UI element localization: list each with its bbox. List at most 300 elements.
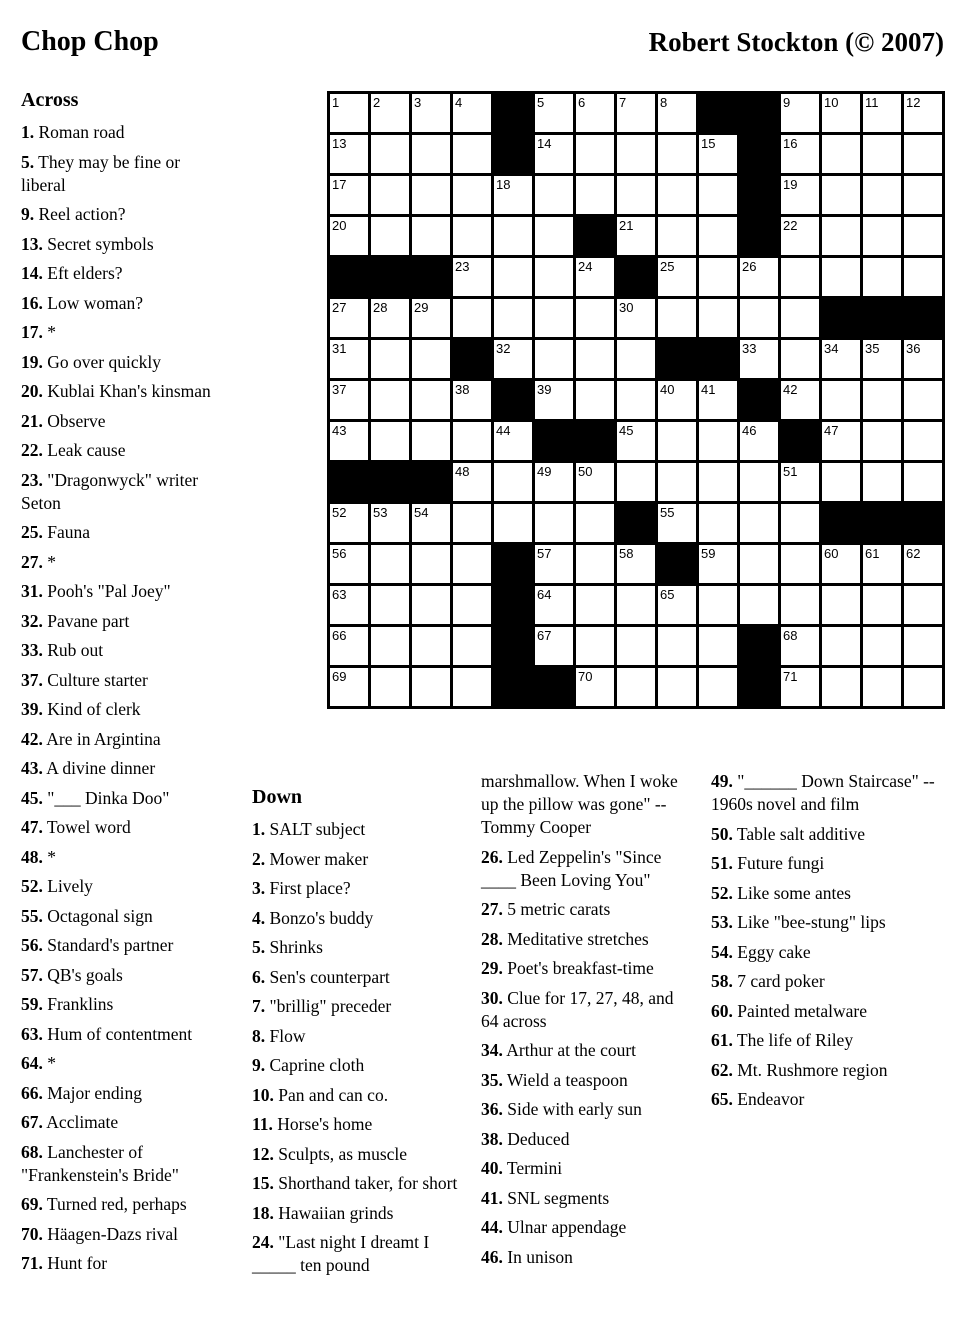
grid-cell-number: 30 xyxy=(619,300,634,315)
clue-text: Culture starter xyxy=(42,669,148,690)
clue-item xyxy=(21,121,223,144)
grid-cell xyxy=(863,381,901,419)
grid-cell xyxy=(904,94,942,132)
grid-cell-black xyxy=(494,94,532,132)
grid-cell xyxy=(330,94,368,132)
clue-item xyxy=(21,1193,223,1216)
clue-text: Future fungi xyxy=(732,853,825,873)
grid-cell xyxy=(330,627,368,665)
grid-cell xyxy=(822,422,860,460)
grid-cell-number: 7 xyxy=(619,95,627,110)
grid-cell xyxy=(617,422,655,460)
clue-number: 51. xyxy=(711,853,733,873)
grid-cell-number: 52 xyxy=(332,505,347,520)
clue-text: Ulnar appendage xyxy=(502,1217,627,1237)
clue-text: The life of Riley xyxy=(732,1030,854,1050)
grid-cell-number: 59 xyxy=(701,546,716,561)
clue-item xyxy=(21,292,223,315)
grid-cell xyxy=(535,217,573,255)
clue-number: 65. xyxy=(711,1089,733,1109)
grid-cell xyxy=(494,504,532,542)
grid-cell xyxy=(330,381,368,419)
grid-cell-black xyxy=(781,422,819,460)
grid-cell xyxy=(617,627,655,665)
clue-number: 13. xyxy=(21,233,43,254)
grid-cell-black xyxy=(740,135,778,173)
grid-cell xyxy=(412,135,450,173)
grid-cell xyxy=(371,176,409,214)
clue-text: Eggy cake xyxy=(732,941,811,962)
grid-cell xyxy=(371,381,409,419)
grid-cell-number: 18 xyxy=(496,177,511,192)
clue-item xyxy=(711,823,949,846)
grid-cell xyxy=(658,422,696,460)
grid-cell xyxy=(863,176,901,214)
grid-cell-black xyxy=(740,381,778,419)
grid-cell xyxy=(617,463,655,501)
clue-text: Led Zeppelin's "Since ____ Been Loving You" xyxy=(481,846,662,890)
clue-number: 46. xyxy=(481,1246,503,1267)
grid-cell-number: 12 xyxy=(906,95,921,110)
grid-cell-black xyxy=(617,504,655,542)
clue-item xyxy=(21,233,223,256)
clue-number: 55. xyxy=(21,905,43,926)
grid-cell xyxy=(781,340,819,378)
clue-item xyxy=(21,380,223,403)
clue-item xyxy=(21,905,223,928)
grid-cell xyxy=(781,217,819,255)
clue-number: 39. xyxy=(21,699,43,719)
clue-number: 69. xyxy=(21,1194,43,1214)
grid-cell xyxy=(863,258,901,296)
clue-text: Shrinks xyxy=(265,937,323,957)
grid-cell-number: 67 xyxy=(537,628,552,643)
grid-cell-black xyxy=(699,94,737,132)
clue-number: 9. xyxy=(252,1055,266,1075)
grid-cell-number: 35 xyxy=(865,341,880,356)
grid-cell-black xyxy=(494,627,532,665)
clue-number: 35. xyxy=(481,1069,503,1090)
grid-cell xyxy=(453,463,491,501)
grid-cell xyxy=(330,217,368,255)
clue-number: 44. xyxy=(481,1217,503,1237)
grid-cell-number: 36 xyxy=(906,341,921,356)
grid-cell xyxy=(453,627,491,665)
grid-cell-number: 57 xyxy=(537,546,552,561)
grid-cell-number: 11 xyxy=(865,95,879,110)
grid-cell-black xyxy=(412,463,450,501)
grid-cell-number: 28 xyxy=(373,300,388,315)
grid-cell xyxy=(781,627,819,665)
clue-text: Towel word xyxy=(42,817,131,837)
clue-text: Hawaiian grinds xyxy=(273,1202,394,1223)
grid-cell-number: 51 xyxy=(783,464,798,479)
clue-text: "___ Dinka Doo" xyxy=(42,787,170,808)
clue-item xyxy=(21,351,223,374)
clue-number: 25. xyxy=(21,522,43,542)
grid-cell-number: 22 xyxy=(783,218,798,233)
clue-number: 48. xyxy=(21,846,43,867)
clue-item xyxy=(21,816,223,839)
grid-cell xyxy=(330,668,368,706)
grid-cell-number: 16 xyxy=(783,136,798,151)
grid-cell-number: 60 xyxy=(824,546,839,561)
clue-item xyxy=(481,928,692,951)
grid-cell xyxy=(494,258,532,296)
clue-item xyxy=(21,698,223,721)
clue-item xyxy=(481,1187,692,1210)
clue-number: 38. xyxy=(481,1128,503,1149)
grid-cell xyxy=(822,627,860,665)
grid-cell xyxy=(699,299,737,337)
grid-cell xyxy=(863,627,901,665)
grid-cell xyxy=(904,258,942,296)
grid-cell xyxy=(781,381,819,419)
clue-number: 16. xyxy=(21,292,43,313)
grid-cell-number: 3 xyxy=(414,95,422,110)
clue-number: 33. xyxy=(21,640,43,660)
grid-cell-black xyxy=(822,299,860,337)
grid-cell xyxy=(412,217,450,255)
grid-cell xyxy=(617,668,655,706)
grid-cell xyxy=(330,340,368,378)
clue-text: Kublai Khan's kinsman xyxy=(42,381,211,401)
grid-cell xyxy=(658,258,696,296)
clue-number: 62. xyxy=(711,1059,733,1080)
clue-number: 49. xyxy=(711,771,733,791)
grid-cell xyxy=(412,176,450,214)
clue-item xyxy=(21,551,223,574)
grid-cell xyxy=(330,299,368,337)
clue-item xyxy=(21,1252,223,1275)
grid-cell-number: 25 xyxy=(660,259,675,274)
clue-text: A divine dinner xyxy=(42,758,156,778)
clue-number: 47. xyxy=(21,817,43,837)
grid-cell xyxy=(453,545,491,583)
grid-cell xyxy=(740,504,778,542)
clue-item xyxy=(711,970,949,993)
grid-cell xyxy=(822,463,860,501)
grid-cell xyxy=(371,340,409,378)
grid-cell xyxy=(412,299,450,337)
grid-cell-number: 56 xyxy=(332,546,347,561)
clue-number: 1. xyxy=(21,122,35,142)
clue-number: 52. xyxy=(711,882,733,903)
clue-text: Reel action? xyxy=(34,204,126,224)
clue-number: 37. xyxy=(21,669,43,690)
clue-item xyxy=(252,907,460,930)
grid-cell xyxy=(658,299,696,337)
grid-cell xyxy=(453,422,491,460)
grid-cell xyxy=(904,340,942,378)
clue-text: Side with early sun xyxy=(502,1099,642,1119)
grid-cell xyxy=(576,94,614,132)
clue-text: * xyxy=(42,1053,56,1073)
grid-cell xyxy=(412,94,450,132)
grid-cell-number: 68 xyxy=(783,628,798,643)
clue-text: Meditative stretches xyxy=(502,928,649,949)
grid-cell xyxy=(699,668,737,706)
clue-text: SALT subject xyxy=(265,819,366,839)
grid-cell xyxy=(781,463,819,501)
clue-text: Lively xyxy=(42,876,93,896)
grid-cell xyxy=(453,176,491,214)
grid-cell xyxy=(330,586,368,624)
clue-item xyxy=(481,1039,692,1062)
clue-number: 31. xyxy=(21,581,43,601)
clue-text: Go over quickly xyxy=(42,351,161,372)
grid-cell-number: 46 xyxy=(742,423,757,438)
clue-item xyxy=(711,882,949,905)
clue-item xyxy=(252,1025,460,1048)
clue-number: 2. xyxy=(252,848,266,869)
grid-cell xyxy=(371,545,409,583)
clue-item xyxy=(252,936,460,959)
grid-cell xyxy=(822,381,860,419)
grid-cell xyxy=(740,299,778,337)
clue-number: 36. xyxy=(481,1099,503,1119)
grid-cell xyxy=(453,504,491,542)
clue-number: 64. xyxy=(21,1053,43,1073)
clue-item xyxy=(481,1246,692,1269)
clue-number: 26. xyxy=(481,846,503,867)
grid-cell xyxy=(740,340,778,378)
grid-cell-number: 41 xyxy=(701,382,716,397)
grid-cell xyxy=(658,176,696,214)
grid-cell-number: 45 xyxy=(619,423,634,438)
clue-number: 7. xyxy=(252,996,266,1016)
clue-text: * xyxy=(42,551,56,572)
grid-cell-black xyxy=(494,668,532,706)
grid-cell xyxy=(822,586,860,624)
clue-text: Eft elders? xyxy=(42,263,123,283)
grid-cell xyxy=(412,586,450,624)
clue-text: Are in Argintina xyxy=(42,728,161,749)
clue-number: 1. xyxy=(252,819,266,839)
clue-item xyxy=(21,151,223,197)
grid-cell-number: 44 xyxy=(496,423,511,438)
grid-cell xyxy=(863,94,901,132)
grid-cell xyxy=(535,299,573,337)
clue-text: Hunt for xyxy=(42,1253,108,1273)
clue-number: 11. xyxy=(252,1114,273,1134)
grid-cell xyxy=(576,135,614,173)
grid-cell xyxy=(781,299,819,337)
grid-cell xyxy=(371,504,409,542)
clue-number: 32. xyxy=(21,610,43,631)
grid-cell xyxy=(863,586,901,624)
grid-cell-black xyxy=(658,340,696,378)
down-header: Down xyxy=(252,786,303,808)
clue-number: 45. xyxy=(21,787,43,808)
grid-cell xyxy=(412,381,450,419)
grid-cell-number: 63 xyxy=(332,587,347,602)
grid-cell-number: 42 xyxy=(783,382,798,397)
grid-cell xyxy=(453,586,491,624)
grid-cell xyxy=(617,586,655,624)
grid-cell-black xyxy=(330,463,368,501)
clue-text: "Dragonwyck" writer Seton xyxy=(21,469,199,513)
clue-item xyxy=(481,1128,692,1151)
grid-cell xyxy=(494,340,532,378)
grid-cell xyxy=(330,422,368,460)
clue-number: 5. xyxy=(252,937,266,957)
grid-cell-number: 65 xyxy=(660,587,675,602)
grid-cell xyxy=(904,545,942,583)
clue-number: 28. xyxy=(481,928,503,949)
grid-cell xyxy=(658,463,696,501)
clue-text: Mt. Rushmore region xyxy=(732,1059,888,1080)
grid-cell xyxy=(412,340,450,378)
grid-cell xyxy=(822,176,860,214)
clue-text: Table salt additive xyxy=(732,823,865,844)
crossword-grid xyxy=(327,91,945,709)
clue-number: 43. xyxy=(21,758,43,778)
clue-item xyxy=(252,877,460,900)
grid-cell-black xyxy=(453,340,491,378)
grid-cell-number: 62 xyxy=(906,546,921,561)
grid-cell-black xyxy=(576,422,614,460)
clue-text: Mower maker xyxy=(265,848,369,869)
clue-item xyxy=(21,1082,223,1105)
clue-text: Caprine cloth xyxy=(265,1055,365,1075)
clue-text: Arthur at the court xyxy=(502,1040,637,1060)
clue-number: 70. xyxy=(21,1223,43,1244)
grid-cell xyxy=(576,586,614,624)
grid-cell xyxy=(576,504,614,542)
grid-cell-number: 19 xyxy=(783,177,798,192)
grid-cell xyxy=(904,627,942,665)
grid-cell xyxy=(371,217,409,255)
grid-cell xyxy=(822,340,860,378)
grid-cell xyxy=(453,94,491,132)
clue-item xyxy=(711,1059,949,1082)
clue-item xyxy=(21,610,223,633)
clue-text: Endeavor xyxy=(732,1089,805,1109)
clue-item xyxy=(21,934,223,957)
grid-cell-number: 69 xyxy=(332,669,347,684)
clue-text: Observe xyxy=(42,410,106,431)
clue-item xyxy=(21,203,223,226)
grid-cell xyxy=(371,94,409,132)
grid-cell xyxy=(494,299,532,337)
clue-item xyxy=(252,1172,460,1195)
clue-text: Rub out xyxy=(42,640,104,660)
clue-text: Pan and can co. xyxy=(273,1084,389,1105)
grid-cell xyxy=(453,217,491,255)
grid-cell-number: 50 xyxy=(578,464,593,479)
clue-item xyxy=(711,1088,949,1111)
clue-item xyxy=(21,846,223,869)
grid-cell-black xyxy=(371,463,409,501)
grid-cell xyxy=(617,135,655,173)
clue-number: 18. xyxy=(252,1202,274,1223)
grid-cell xyxy=(453,258,491,296)
grid-cell-number: 13 xyxy=(332,136,347,151)
clue-number: 24. xyxy=(252,1232,274,1252)
down-section-continued xyxy=(481,770,692,1275)
across-section xyxy=(21,89,223,1282)
grid-cell xyxy=(863,422,901,460)
clue-number: 41. xyxy=(481,1187,503,1208)
grid-cell-number: 49 xyxy=(537,464,552,479)
clue-number: 66. xyxy=(21,1082,43,1103)
down-section-continued-2 xyxy=(711,770,949,1118)
clue-number: 59. xyxy=(21,994,43,1014)
clue-item xyxy=(252,1143,460,1166)
clue-item xyxy=(21,669,223,692)
grid-cell-number: 70 xyxy=(578,669,593,684)
clue-item xyxy=(711,770,949,816)
grid-cell xyxy=(371,668,409,706)
grid-cell xyxy=(330,135,368,173)
grid-cell xyxy=(535,340,573,378)
grid-cell-number: 9 xyxy=(783,95,791,110)
grid-cell-black xyxy=(822,504,860,542)
clue-text: Painted metalware xyxy=(732,1000,867,1021)
grid-cell-black xyxy=(863,299,901,337)
clue-number: 42. xyxy=(21,728,43,749)
grid-cell-black xyxy=(863,504,901,542)
grid-cell xyxy=(904,176,942,214)
grid-cell xyxy=(658,504,696,542)
grid-cell-black xyxy=(904,299,942,337)
grid-cell-number: 39 xyxy=(537,382,552,397)
grid-cell-black xyxy=(740,176,778,214)
grid-cell xyxy=(330,545,368,583)
grid-cell-black xyxy=(904,504,942,542)
grid-cell xyxy=(699,135,737,173)
grid-cell xyxy=(658,135,696,173)
grid-cell-black xyxy=(576,217,614,255)
grid-cell xyxy=(576,463,614,501)
grid-cell-number: 54 xyxy=(414,505,429,520)
clue-number: 52. xyxy=(21,876,43,896)
clue-item xyxy=(21,1223,223,1246)
grid-cell xyxy=(535,135,573,173)
grid-cell xyxy=(658,586,696,624)
clue-item xyxy=(21,1023,223,1046)
grid-cell xyxy=(371,422,409,460)
grid-cell xyxy=(412,627,450,665)
grid-cell xyxy=(412,545,450,583)
grid-cell xyxy=(781,545,819,583)
clue-text: Octagonal sign xyxy=(42,905,153,926)
clue-item xyxy=(711,852,949,875)
grid-cell xyxy=(412,504,450,542)
clue-text: Bonzo's buddy xyxy=(265,907,374,928)
clue-text: First place? xyxy=(265,878,351,898)
grid-cell xyxy=(535,94,573,132)
grid-cell xyxy=(658,217,696,255)
grid-cell-number: 8 xyxy=(660,95,668,110)
clue-text: 7 card poker xyxy=(732,971,825,991)
grid-cell xyxy=(617,94,655,132)
grid-cell xyxy=(453,381,491,419)
grid-cell xyxy=(494,176,532,214)
grid-cell xyxy=(699,463,737,501)
grid-cell-number: 38 xyxy=(455,382,470,397)
clue-text: They may be fine or liberal xyxy=(21,151,181,195)
page-byline: Robert Stockton (© 2007) xyxy=(648,27,944,57)
grid-cell-number: 55 xyxy=(660,505,675,520)
grid-cell-black xyxy=(658,545,696,583)
grid-cell xyxy=(781,135,819,173)
down-clue-list-3 xyxy=(711,770,949,1111)
grid-cell xyxy=(535,463,573,501)
clue-number: 53. xyxy=(711,912,733,932)
grid-cell-number: 40 xyxy=(660,382,675,397)
